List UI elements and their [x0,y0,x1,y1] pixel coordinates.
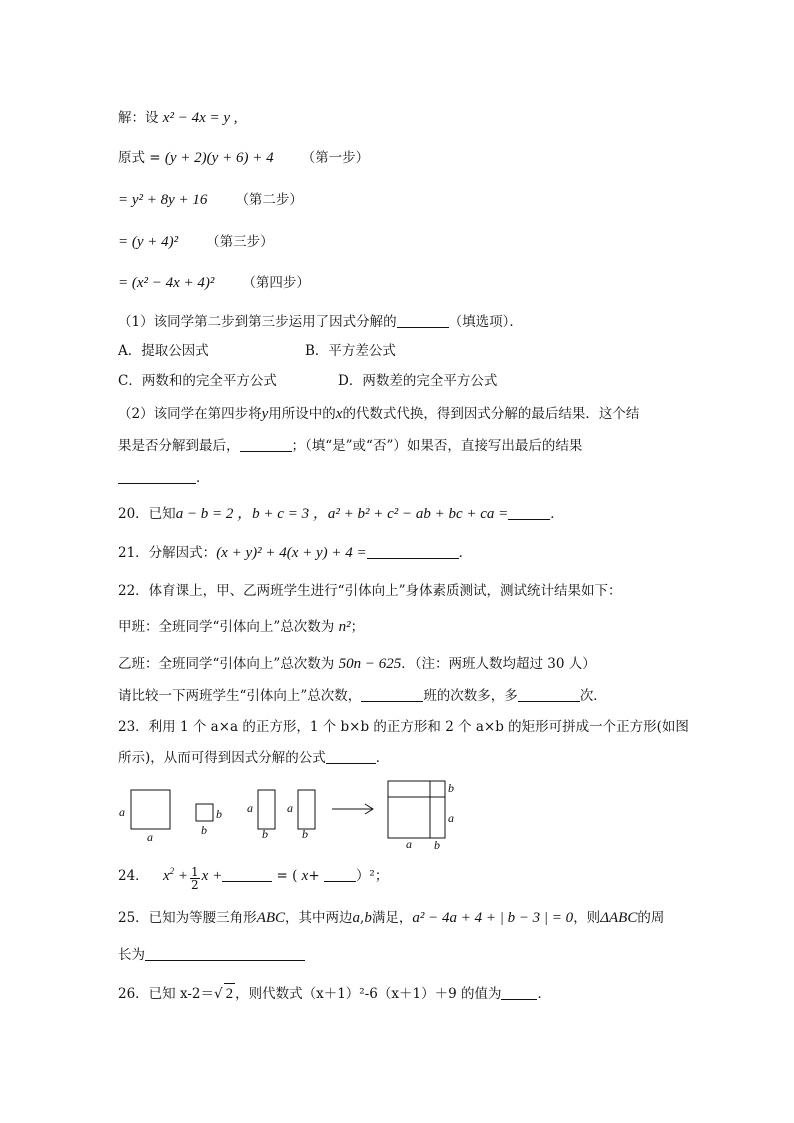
label-b: b [262,827,268,841]
q2-yes-no-blank[interactable] [240,437,292,452]
q2-result-blank[interactable] [118,469,196,484]
q21: 21．分解因式：(x + y)² + 4(x + y) + 4 = ． [118,545,473,561]
q1-text: （1）该同学第二步到第三步运用了因式分解的 （填选项）． [118,314,523,330]
q24-blank-2[interactable] [324,867,356,882]
solution-step1: 原式 = (y + 2)(y + 6) + 4 （第一步） [118,150,370,166]
q26-blank[interactable] [501,985,537,1000]
rect-ab-2 [298,790,315,829]
q2-line3: ． [118,468,210,488]
label-a: a [287,801,293,815]
q21-blank[interactable] [367,544,459,559]
q24: 24． $x^2$ + $\frac{1}{2}$ x + = ( x+ ）²； [118,865,389,892]
label-a: a [247,801,253,815]
q1-option-d: D．两数差的完全平方公式 [338,373,498,389]
q26: 26．已知 x-2＝√ 2 ，则代数式（x＋1）²-6（x＋1）＋9 的值为 ． [118,983,551,1004]
q23-blank[interactable] [326,749,376,764]
q1-option-a: A．提取公因式 [118,343,209,359]
q24-blank-1[interactable] [222,867,272,882]
q22-count-blank[interactable] [518,687,580,702]
q23-figure [110,776,470,856]
solution-step4: = (x² − 4x + 4)² （第四步） [118,275,310,291]
label-a: a [119,805,125,819]
q25-blank[interactable] [145,946,305,961]
q22-line1: 22．体育课上，甲、乙两班学生进行“引体向上”身体素质测试，测试统计结果如下： [118,583,622,599]
label-b: b [216,807,222,821]
q2-line1: （2）该同学在第四步将y用所设中的x的代数式代换，得到因式分解的最后结果．这个结 [118,406,640,422]
q22-line2: 甲班：全班同学“引体向上”总次数为 n²； [118,619,365,635]
big-square [388,781,445,838]
label-b: b [448,781,454,795]
q22-class-blank[interactable] [361,687,423,702]
q1-answer-blank[interactable] [397,313,449,328]
q2-line2: 果是否分解到最后， ；（填“是”或“否”）如果否，直接写出最后的结果 [118,438,583,454]
q25-line2: 长为 [118,945,305,965]
solution-step3: = (y + 4)² （第三步） [118,234,274,250]
solution-let: 解：设 x² − 4x = y , [118,110,238,126]
label-a: a [406,837,412,851]
q1-option-c: C．两数和的完全平方公式 [118,373,277,389]
label-b: b [201,823,207,837]
q23-line1: 23．利用 1 个 a×a 的正方形，1 个 b×b 的正方形和 2 个 a×b 的矩形可拼成一个正方形(如图 [118,719,689,735]
q1-option-b: B．平方差公式 [305,343,396,359]
rect-ab-1 [258,790,275,829]
q23-line2: 所示)，从而可得到因式分解的公式 ． [118,750,390,766]
label-a: a [448,811,454,825]
q22-line4: 请比较一下两班学生“引体向上”总次数， 班的次数多，多 次． [118,688,607,704]
label-a: a [147,830,153,844]
label-b: b [434,838,440,852]
q22-line3: 乙班：全班同学“引体向上”总次数为 50n − 625．（注：两班人数均超过 30 人） [118,656,596,672]
square-b [196,804,213,821]
q20-blank[interactable] [508,505,550,520]
q25-line1: 25．已知为等腰三角形ABC，其中两边a,b满足，a² − 4a + 4 + | b − 3 | = 0，则ΔABC的周 [118,910,665,926]
square-a [131,790,170,829]
solution-step2: = y² + 8y + 16 （第二步） [118,192,303,208]
q20: 20．已知a − b = 2 ，b + c = 3 ，a² + b² + c² − ab + bc + ca = ． [118,506,564,522]
label-b: b [302,827,308,841]
